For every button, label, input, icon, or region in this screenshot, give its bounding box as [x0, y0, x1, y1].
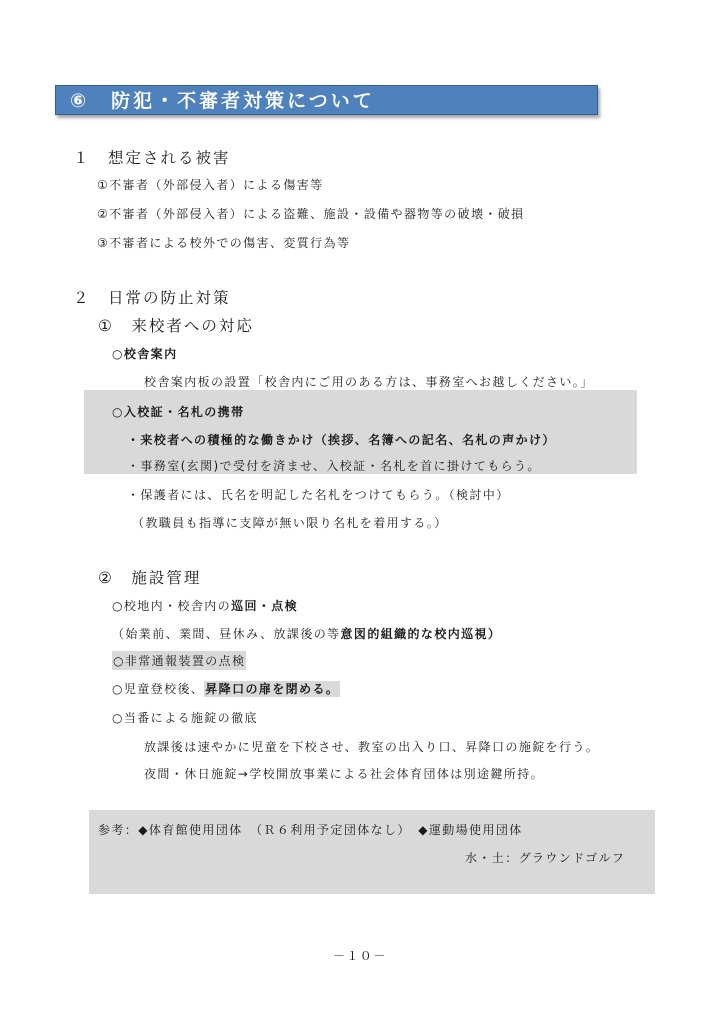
patrol-note-bold: 意図的組織的な校内巡視）: [340, 627, 502, 641]
patrol-note-line: [112, 625, 501, 642]
heading-daily-prevention: ２ 日常の防止対策: [73, 289, 231, 307]
alarm-check: ○非常通報装置の点検: [112, 651, 246, 670]
pass-item-1: ・来校者への積極的な働きかけ（挨拶、名簿への記名、名札の声かけ）: [127, 433, 556, 447]
page-number: －１０－: [333, 949, 387, 963]
guide-title: ○校舎案内: [112, 347, 178, 361]
pass-note: （教職員も指導に支障が無い限り名札を着用する。）: [132, 516, 448, 530]
lock-text-1: 放課後は速やかに児童を下校させ、教室の出入り口、昇降口の施錠を行う。: [144, 740, 600, 754]
pass-title: ○入校証・名札の携帯: [112, 405, 245, 419]
guide-text: 校舎案内板の設置「校舎内にご用のある方は、事務室へお越しください。」: [144, 375, 594, 389]
lock-title: ○当番による施錠の徹底: [112, 711, 258, 725]
patrol-note-prefix: （始業前、業間、昼休み、放課後の等: [112, 627, 341, 641]
doors-bold: 昇降口の扉を閉める。: [205, 682, 340, 696]
patrol-bold: 巡回・点検: [231, 599, 299, 613]
damage-item-2: ②不審者（外部侵入者）による盗難、施設・設備や器物等の破壊・破損: [97, 207, 525, 221]
reference-line-2: 水・土：グラウンドゴルフ: [465, 851, 626, 865]
heading-facility-management: ② 施設管理: [98, 569, 202, 587]
heading-expected-damage: １ 想定される被害: [73, 149, 231, 167]
patrol-line: [112, 597, 298, 614]
damage-item-3: ③不審者による校外での傷害、変質行為等: [97, 236, 351, 250]
pass-item-2: ・事務室(玄関)で受付を済ませ、入校証・名札を首に掛けてもらう。: [127, 459, 541, 473]
section-banner: ⑥ 防犯・不審者対策について: [55, 85, 598, 115]
patrol-prefix: ○校地内・校舎内の: [112, 599, 232, 613]
pass-item-3: ・保護者には、氏名を明記した名札をつけてもらう。（検討中）: [127, 488, 510, 502]
damage-item-1: ①不審者（外部侵入者）による傷害等: [97, 178, 324, 192]
lock-text-2: 夜間・休日施錠→学校開放事業による社会体育団体は別途鍵所持。: [144, 767, 545, 781]
doors-prefix: ○児童登校後、: [112, 682, 205, 696]
reference-line-1: 参考：◆体育館使用団体 （Ｒ６利用予定団体なし） ◆運動場使用団体: [98, 823, 523, 837]
doors-line: [112, 680, 340, 697]
heading-visitor-response: ① 来校者への対応: [98, 317, 254, 335]
